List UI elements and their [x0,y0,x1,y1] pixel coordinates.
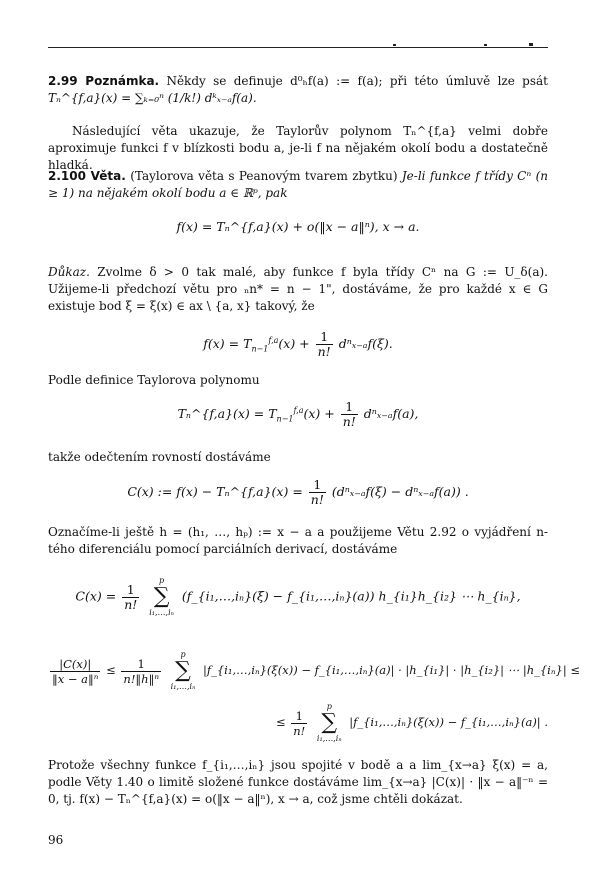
eq1-fraction [316,330,333,359]
eq2-sup: f,a [293,405,304,415]
eq4-left: C(x) = [75,588,117,604]
note-formula: Tₙ^{f,a}(x) = ∑ₖ₌₀ⁿ (1/k!) dᵏₓ₋ₐf(a). [48,91,257,105]
eq1-left: f(x) = T [203,336,252,351]
eq3-fraction [309,478,326,507]
eq5-num: |C(x)| [50,657,100,672]
eq3-left: C(x) := f(x) − Tₙ^{f,a}(x) = [127,484,303,499]
eq2-right: dⁿₓ₋ₐf(a), [363,406,419,421]
note-2-99 [48,73,548,107]
eq5-sum [171,650,196,692]
eq1-num: 1 [316,330,333,345]
eq1-sup: f,a [268,335,279,345]
eq6-sum-lower: i₁,…,iₙ [316,734,342,743]
equation-5 [48,650,580,692]
eq2-mid: (x) + [303,406,335,421]
eq4-num: 1 [122,583,139,598]
header-rule [48,47,548,48]
proof-text-3: takže odečtením rovností dostáváme [48,450,271,464]
eq4-sum-upper: p [159,576,165,585]
eq6-den: n! [293,723,306,738]
theorem-2-100 [48,168,548,202]
sigma-symbol: ∑ [175,658,191,683]
equation-6 [48,702,548,744]
eq6-num: 1 [291,709,307,724]
eq5-fraction [50,657,100,686]
proof-label: Důkaz. [48,265,90,279]
proof-paragraph-1 [48,264,548,315]
proof-text-2: Podle definice Taylorova polynomu [48,373,260,387]
eq2-sub: n−1 [276,414,294,424]
sigma-symbol: ∑ [153,584,170,609]
equation-2 [48,400,548,429]
eq5-le: ≤ [106,663,116,677]
eq6-sum-upper: p [326,702,332,711]
eq3-num: 1 [309,478,326,493]
eq5-num2: 1 [121,657,161,672]
eq4-sum [149,576,174,618]
eq2-num: 1 [341,400,358,415]
proof-text-5: Protože všechny funkce f_{i₁,…,iₙ} jsou spojité v bodě a a lim_{x→a} ξ(x) = a, podle Věty 1.40 o limitě složené funkce dostáváme lim_{x→a} |C(x)| · ‖x − a‖⁻ⁿ = 0, tj. f(x) − Tₙ^{f,a}(x) = o(‖x − a‖ⁿ), x → a, což jsme chtěli dokázat. [48,758,548,806]
page-number: 96 [48,833,64,847]
header-mark [393,44,396,46]
equation-3 [48,478,548,507]
header-mark [484,44,487,46]
eq1-right: dⁿₓ₋ₐf(ξ). [338,336,393,351]
eq2-den: n! [342,414,356,429]
eq4-right: (f_{i₁,…,iₙ}(ξ) − f_{i₁,…,iₙ}(a)) h_{i₁}h_{i₂} ⋯ h_{iₙ}, [181,588,521,604]
theorem-label: 2.100 Věta. [48,169,126,183]
eq4-fraction [122,583,139,612]
eq3-right: (dⁿₓ₋ₐf(ξ) − dⁿₓ₋ₐf(a)) . [331,484,469,499]
eq3-den: n! [310,492,324,507]
eq1-mid: (x) + [278,336,310,351]
eq5-sum-upper: p [180,650,186,659]
theorem-equation: f(x) = Tₙ^{f,a}(x) + o(‖x − a‖ⁿ), x → a. [176,219,420,234]
note-label: 2.99 Poznámka. [48,74,160,88]
eq1-den: n! [317,344,331,359]
proof-text-4: Označíme-li ještě h = (h₁, …, hₚ) := x − a a použijeme Větu 2.92 o vyjádření n-tého diferenciálu pomocí parciálních derivací, dostáváme [48,525,548,556]
eq6-sum [317,702,342,744]
eq4-den: n! [124,596,138,612]
header-mark [529,43,533,46]
note-text: Někdy se definuje d⁰ₕf(a) := f(a); při této úmluvě lze psát [166,74,549,88]
equation-4 [48,576,548,618]
eq5-sum-lower: i₁,…,iₙ [170,682,196,691]
eq4-sum-lower: i₁,…,iₙ [149,608,174,617]
paragraph-following: Následující věta ukazuje, že Taylorův polynom Tₙ^{f,a} velmi dobře aproximuje funkci f v blízkosti bodu a, je-li f na nějakém okolí bodu a dostatečně hladká. [48,124,548,172]
equation-1 [48,330,548,359]
sigma-symbol: ∑ [321,710,338,735]
theorem-title: (Taylorova věta s Peanovým tvarem zbytku) [130,169,398,183]
eq5-den2: n!‖h‖ⁿ [123,671,160,686]
theorem-statement: Je-li funkce f třídy Cⁿ (n ≥ 1) na nějakém okolí bodu a ∈ ℝᵖ, pak [48,169,548,200]
eq2-fraction [341,400,358,429]
eq5-fraction-2 [121,657,161,686]
eq6-le: ≤ [275,715,286,729]
eq6-right: |f_{i₁,…,iₙ}(ξ(x)) − f_{i₁,…,iₙ}(a)| . [349,715,548,729]
eq6-fraction [291,709,307,738]
eq5-right: |f_{i₁,…,iₙ}(ξ(x)) − f_{i₁,…,iₙ}(a)| · |h_{i₁}| · |h_{i₂}| ⋯ |h_{iₙ}| ≤ [202,663,580,677]
proof-text-1: Zvolme δ > 0 tak malé, aby funkce f byla třídy Cⁿ na G := U_δ(a). Užijeme-li předchozí větu pro ₙn* = n − 1", dostáváme, že pro každé x ∈ G existuje bod ξ = ξ(x) ∈ ax \ {a, x} takový, že [48,265,548,313]
eq2-left: Tₙ^{f,a}(x) = T [177,406,277,421]
eq1-sub: n−1 [251,344,269,354]
eq5-den: ‖x − a‖ⁿ [52,671,99,686]
